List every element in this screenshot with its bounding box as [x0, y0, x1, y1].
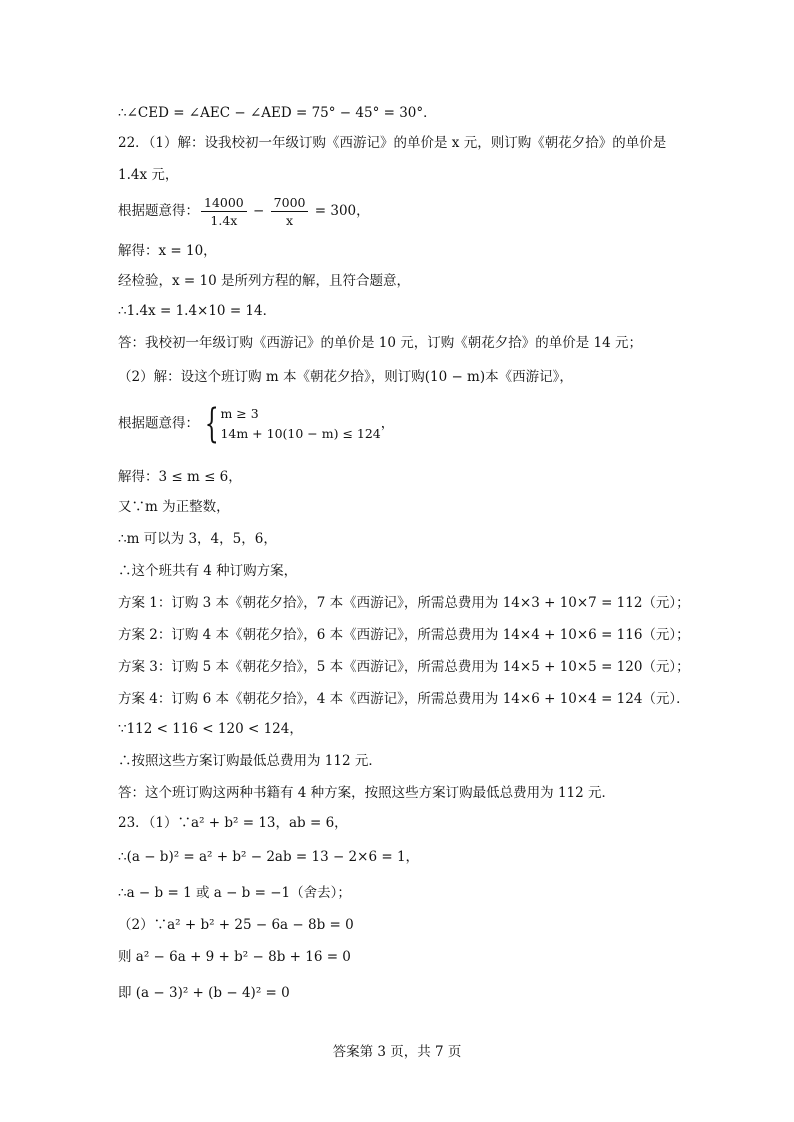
- line-text: 经检验，x = 10 是所列方程的解，且符合题意，: [118, 273, 410, 289]
- line-text: ∴按照这些方案订购最低总费用为 112 元．: [118, 753, 382, 769]
- text-line: [118, 784, 615, 802]
- line-text: （2）∵a² + b² + 25 − 6a − 8b = 0: [118, 917, 354, 933]
- inequality-system-line: [118, 401, 395, 447]
- text-line: [118, 498, 230, 516]
- line-text: 22．（1）解：设我校初一年级订购《西游记》的单价是 x 元，则订购《朝花夕拾》的单价是: [118, 135, 667, 151]
- line-text: ∵112 < 116 < 120 < 124，: [118, 721, 303, 737]
- line-text: 则 a² − 6a + 9 + b² − 8b + 16 = 0: [118, 949, 351, 965]
- text-line: [118, 166, 178, 184]
- equation-line: [118, 194, 370, 229]
- text-line: [118, 658, 690, 676]
- fraction-1: [201, 194, 247, 229]
- line-text: ∴(a − b)² = a² + b² − 2ab = 13 − 2×6 = 1，: [118, 849, 420, 865]
- text-line: [118, 242, 217, 260]
- fraction-2: [271, 194, 309, 229]
- line-text: 1.4x 元，: [118, 167, 179, 183]
- text-line: [118, 848, 419, 866]
- line-text: 又∵m 为正整数，: [118, 499, 230, 515]
- text-line: [118, 104, 437, 122]
- line-text: （2）解：设这个班订购 m 本《朝花夕拾》，则订购(10 − m)本《西游记》，: [118, 369, 573, 385]
- page-footer: 答案第 3 页，共 7 页: [332, 1044, 462, 1060]
- system-row-2: 14m + 10(10 − m) ≤ 124: [220, 426, 381, 441]
- text-line: [118, 720, 303, 738]
- text-line: [118, 884, 351, 902]
- text-line: [118, 626, 690, 644]
- line-text: 答：我校初一年级订购《西游记》的单价是 10 元，订购《朝花夕拾》的单价是 14 元；: [118, 335, 643, 351]
- minus-sign: −: [248, 203, 269, 219]
- line-text: 方案 2：订购 4 本《朝花夕拾》，6 本《西游记》，所需总费用为 14×4 + 10×6 = 116（元）；: [118, 627, 690, 643]
- text-line: [118, 368, 573, 386]
- system-prefix: 根据题意得：: [118, 415, 199, 432]
- line-text: 方案 3：订购 5 本《朝花夕拾》，5 本《西游记》，所需总费用为 14×5 + 10×5 = 120（元）；: [118, 659, 690, 675]
- line-text: 答：这个班订购这两种书籍有 4 种方案，按照这些方案订购最低总费用为 112 元．: [118, 785, 616, 801]
- text-line: [118, 916, 354, 934]
- text-line: [118, 984, 290, 1002]
- fraction-denominator: 1.4x: [210, 213, 238, 228]
- line-text: 方案 4：订购 6 本《朝花夕拾》，4 本《西游记》，所需总费用为 14×6 + 10×4 = 124（元）．: [118, 691, 690, 707]
- line-text: 解得：x = 10，: [118, 243, 217, 259]
- line-text: ∴1.4x = 1.4×10 = 14．: [118, 303, 277, 319]
- text-line: [118, 530, 277, 548]
- text-line: [118, 468, 242, 486]
- text-line: [118, 814, 348, 832]
- text-line: [118, 134, 666, 152]
- line-text: 方案 1：订购 3 本《朝花夕拾》，7 本《西游记》，所需总费用为 14×3 + 10×7 = 112（元）；: [118, 595, 690, 611]
- text-line: [118, 690, 690, 708]
- fraction-denominator: x: [286, 213, 294, 228]
- text-line: [118, 302, 276, 320]
- line-text: 23．（1）∵a² + b² = 13，ab = 6，: [118, 815, 348, 831]
- line-text: ∴m 可以为 3，4，5，6，: [118, 531, 277, 547]
- system-row-1: m ≥ 3: [220, 406, 259, 421]
- text-line: [118, 272, 410, 290]
- text-line: [118, 334, 642, 352]
- text-line: [118, 562, 297, 580]
- line-text: 即 (a − 3)² + (b − 4)² = 0: [118, 985, 290, 1001]
- system-suffix: ，: [380, 415, 395, 432]
- line-text: ∴∠CED = ∠AEC − ∠AED = 75° − 45° = 30°．: [118, 105, 437, 121]
- line-text: ∴a − b = 1 或 a − b = −1（舍去）；: [118, 885, 351, 901]
- inequality-system: [199, 401, 381, 447]
- text-line: [118, 752, 382, 770]
- line-text: ∴这个班共有 4 种订购方案，: [118, 563, 298, 579]
- equation-prefix: 根据题意得：: [118, 203, 199, 219]
- fraction-numerator: 7000: [271, 194, 309, 212]
- equation-suffix: = 300，: [310, 203, 370, 219]
- text-line: [118, 594, 690, 612]
- left-brace: {: [204, 401, 219, 447]
- line-text: 解得：3 ≤ m ≤ 6，: [118, 469, 242, 485]
- fraction-numerator: 14000: [201, 194, 247, 212]
- text-line: [118, 948, 351, 966]
